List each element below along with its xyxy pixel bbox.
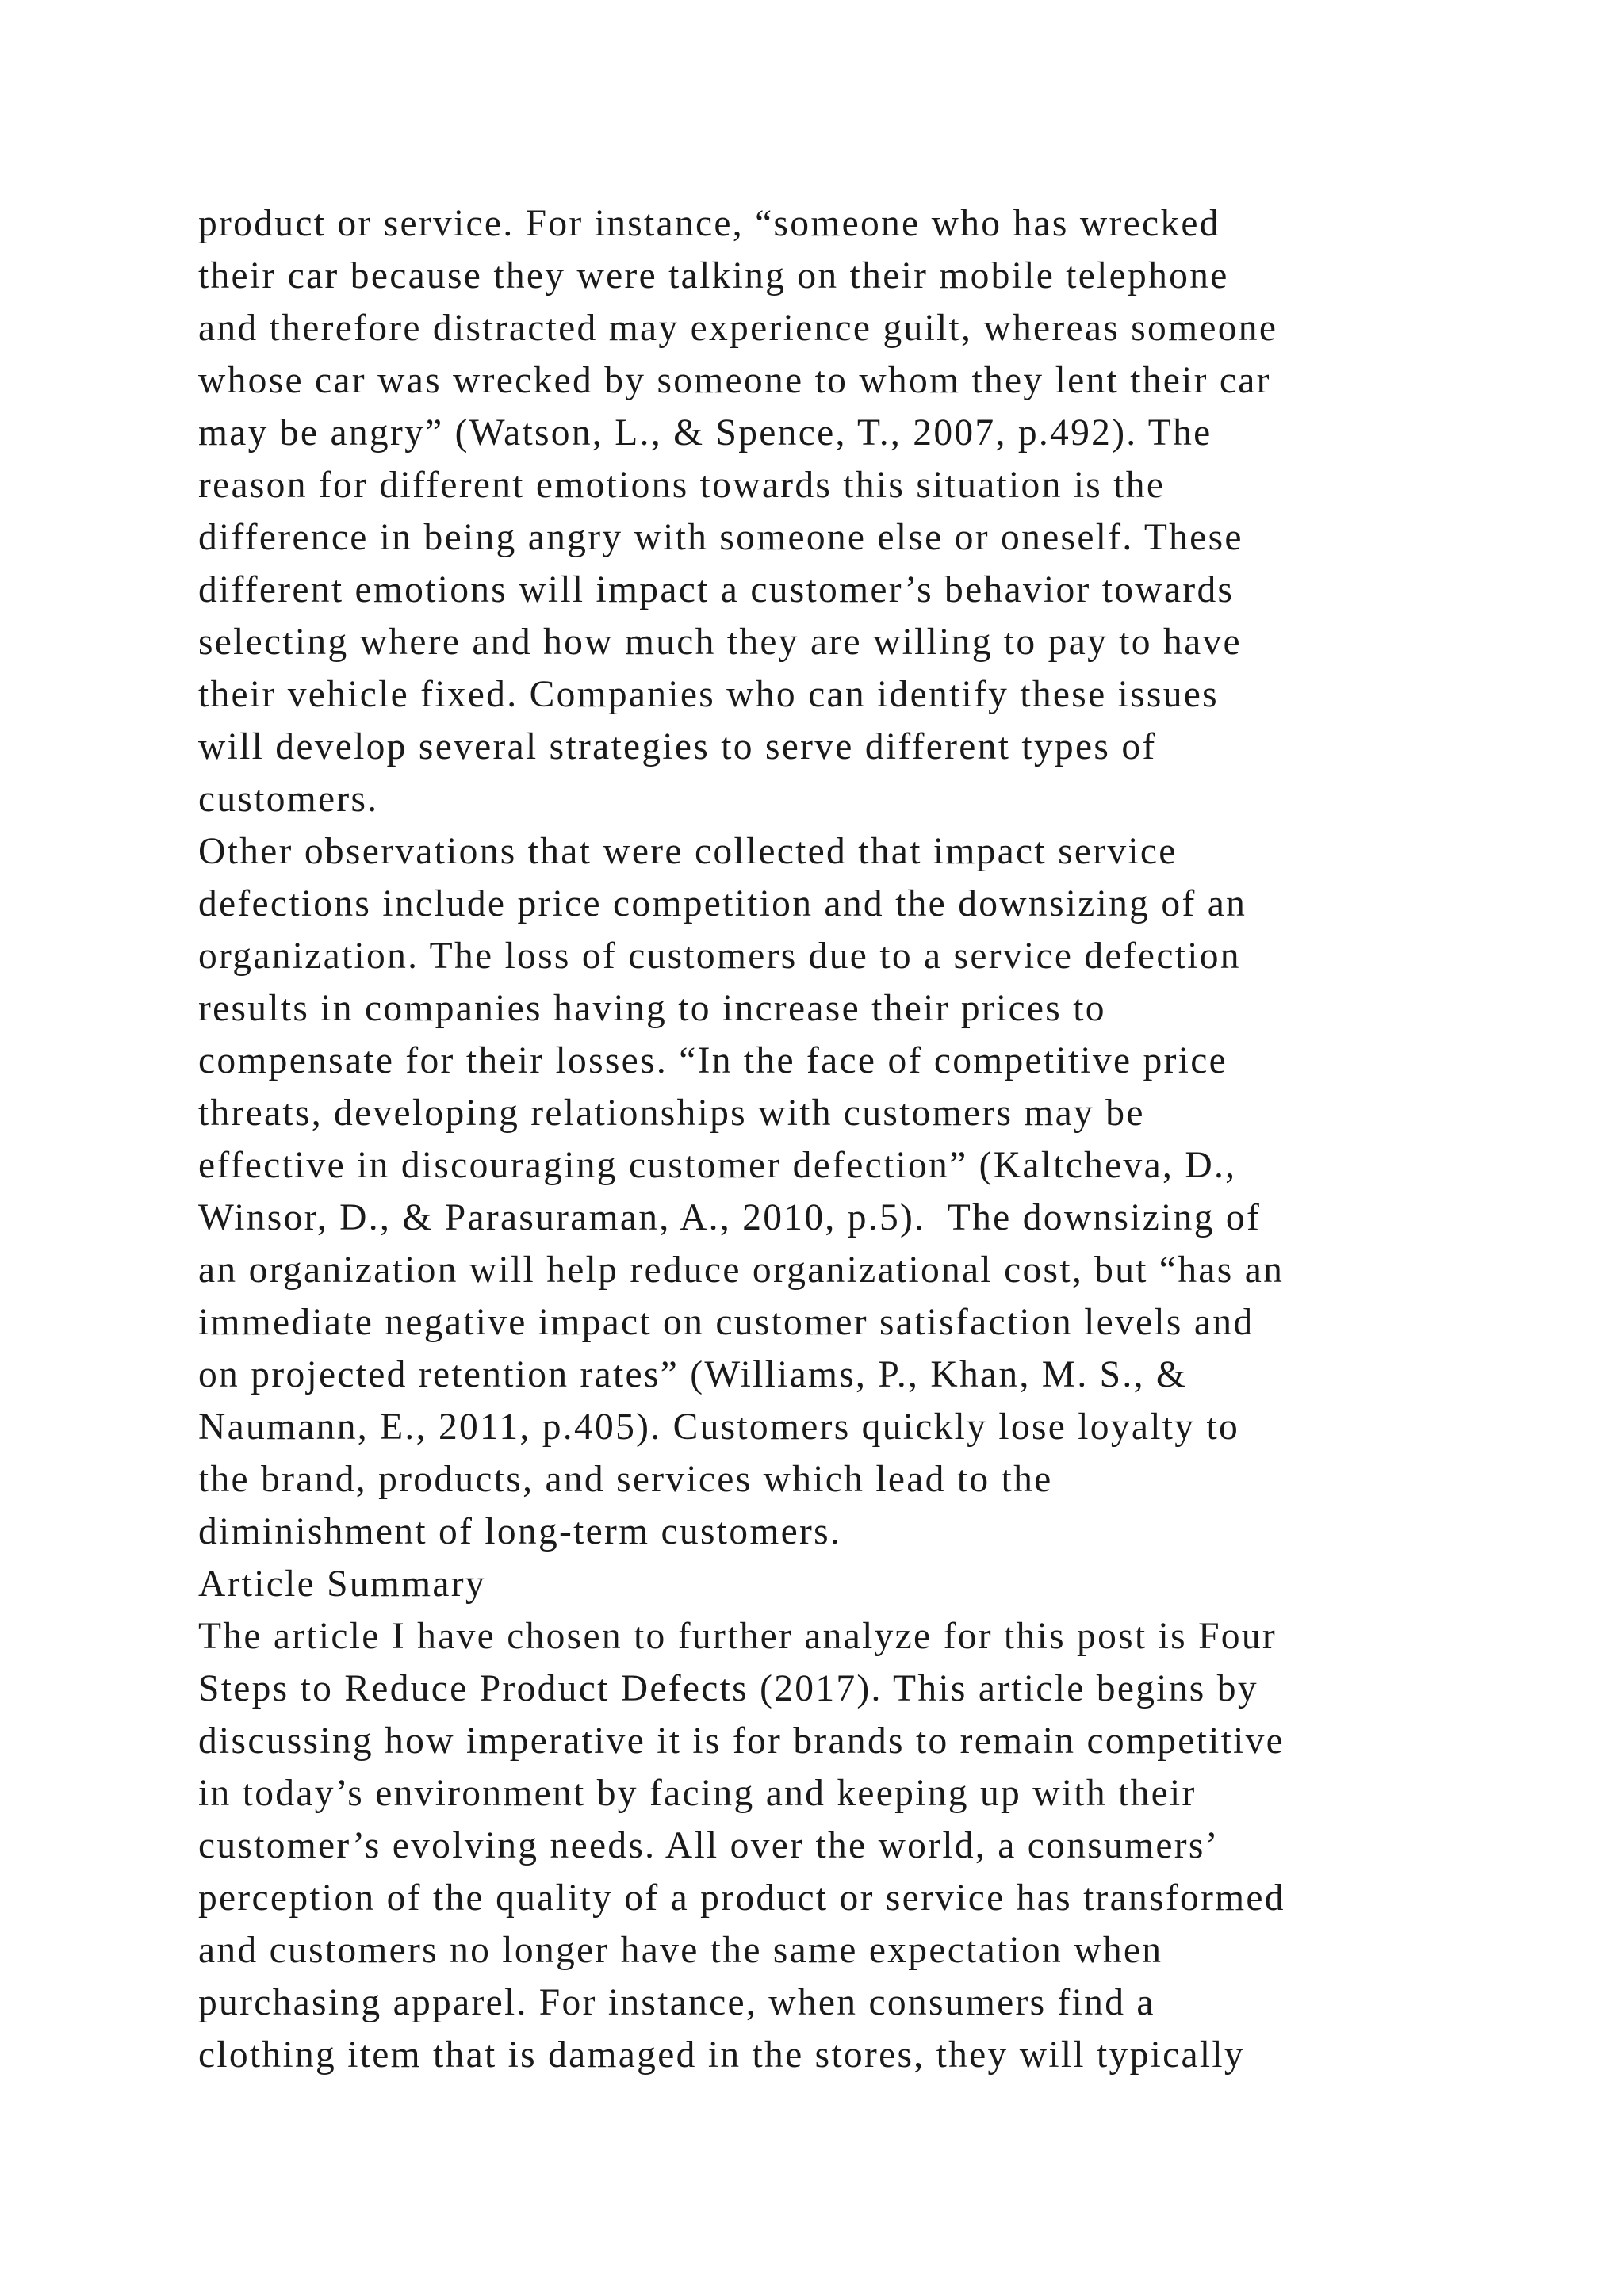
text-line: discussing how imperative it is for brands to remain competitive [198, 1720, 1285, 1762]
text-line: clothing item that is damaged in the stores, they will typically [198, 2034, 1245, 2076]
text-line: Winsor, D., & Parasuraman, A., 2010, p.5). The downsizing of [198, 1197, 1262, 1238]
text-line: selecting where and how much they are willing to pay to have [198, 622, 1242, 663]
text-line: customers. [198, 779, 379, 820]
text-line: the brand, products, and services which lead to the [198, 1459, 1053, 1500]
body-text [198, 197, 1499, 2081]
text-line: diminishment of long-term customers. [198, 1511, 842, 1552]
text-line: and therefore distracted may experience guilt, whereas someone [198, 308, 1278, 349]
text-line: organization. The loss of customers due to a service defection [198, 936, 1241, 977]
text-line: Naumann, E., 2011, p.405). Customers quickly lose loyalty to [198, 1406, 1240, 1448]
text-line: may be angry” (Watson, L., & Spence, T., 2007, p.492). The [198, 412, 1212, 453]
text-line: perception of the quality of a product or service has transformed [198, 1877, 1285, 1919]
text-line: immediate negative impact on customer satisfaction levels and [198, 1302, 1254, 1343]
text-line: in today’s environment by facing and keeping up with their [198, 1773, 1197, 1814]
text-line: Steps to Reduce Product Defects (2017). This article begins by [198, 1668, 1258, 1709]
text-line: Other observations that were collected that impact service [198, 831, 1178, 872]
text-line: product or service. For instance, “someone who has wrecked [198, 203, 1220, 244]
text-line: compensate for their losses. “In the face of competitive price [198, 1040, 1228, 1081]
text-line: defections include price competition and the downsizing of an [198, 883, 1247, 924]
text-line: threats, developing relationships with customers may be [198, 1093, 1145, 1134]
text-line: on projected retention rates” (Williams, P., Khan, M. S., & [198, 1354, 1188, 1395]
text-line: their vehicle fixed. Companies who can identify these issues [198, 674, 1219, 715]
text-line: different emotions will impact a customer’s behavior towards [198, 569, 1235, 610]
text-line: an organization will help reduce organizational cost, but “has an [198, 1249, 1285, 1291]
text-line: reason for different emotions towards this situation is the [198, 465, 1166, 506]
text-line: difference in being angry with someone else or oneself. These [198, 517, 1243, 558]
text-line: effective in discouraging customer defection” (Kaltcheva, D., [198, 1145, 1237, 1186]
text-line: will develop several strategies to serve different types of [198, 726, 1157, 767]
text-line: The article I have chosen to further analyze for this post is Four [198, 1616, 1277, 1657]
text-line: their car because they were talking on their mobile telephone [198, 255, 1229, 297]
text-line: customer’s evolving needs. All over the world, a consumers’ [198, 1825, 1220, 1866]
text-line: and customers no longer have the same expectation when [198, 1930, 1163, 1971]
section-heading: Article Summary [198, 1563, 486, 1605]
text-line: whose car was wrecked by someone to whom they lent their car [198, 360, 1271, 401]
text-line: purchasing apparel. For instance, when consumers find a [198, 1982, 1155, 2023]
text-line: results in companies having to increase their prices to [198, 988, 1106, 1029]
